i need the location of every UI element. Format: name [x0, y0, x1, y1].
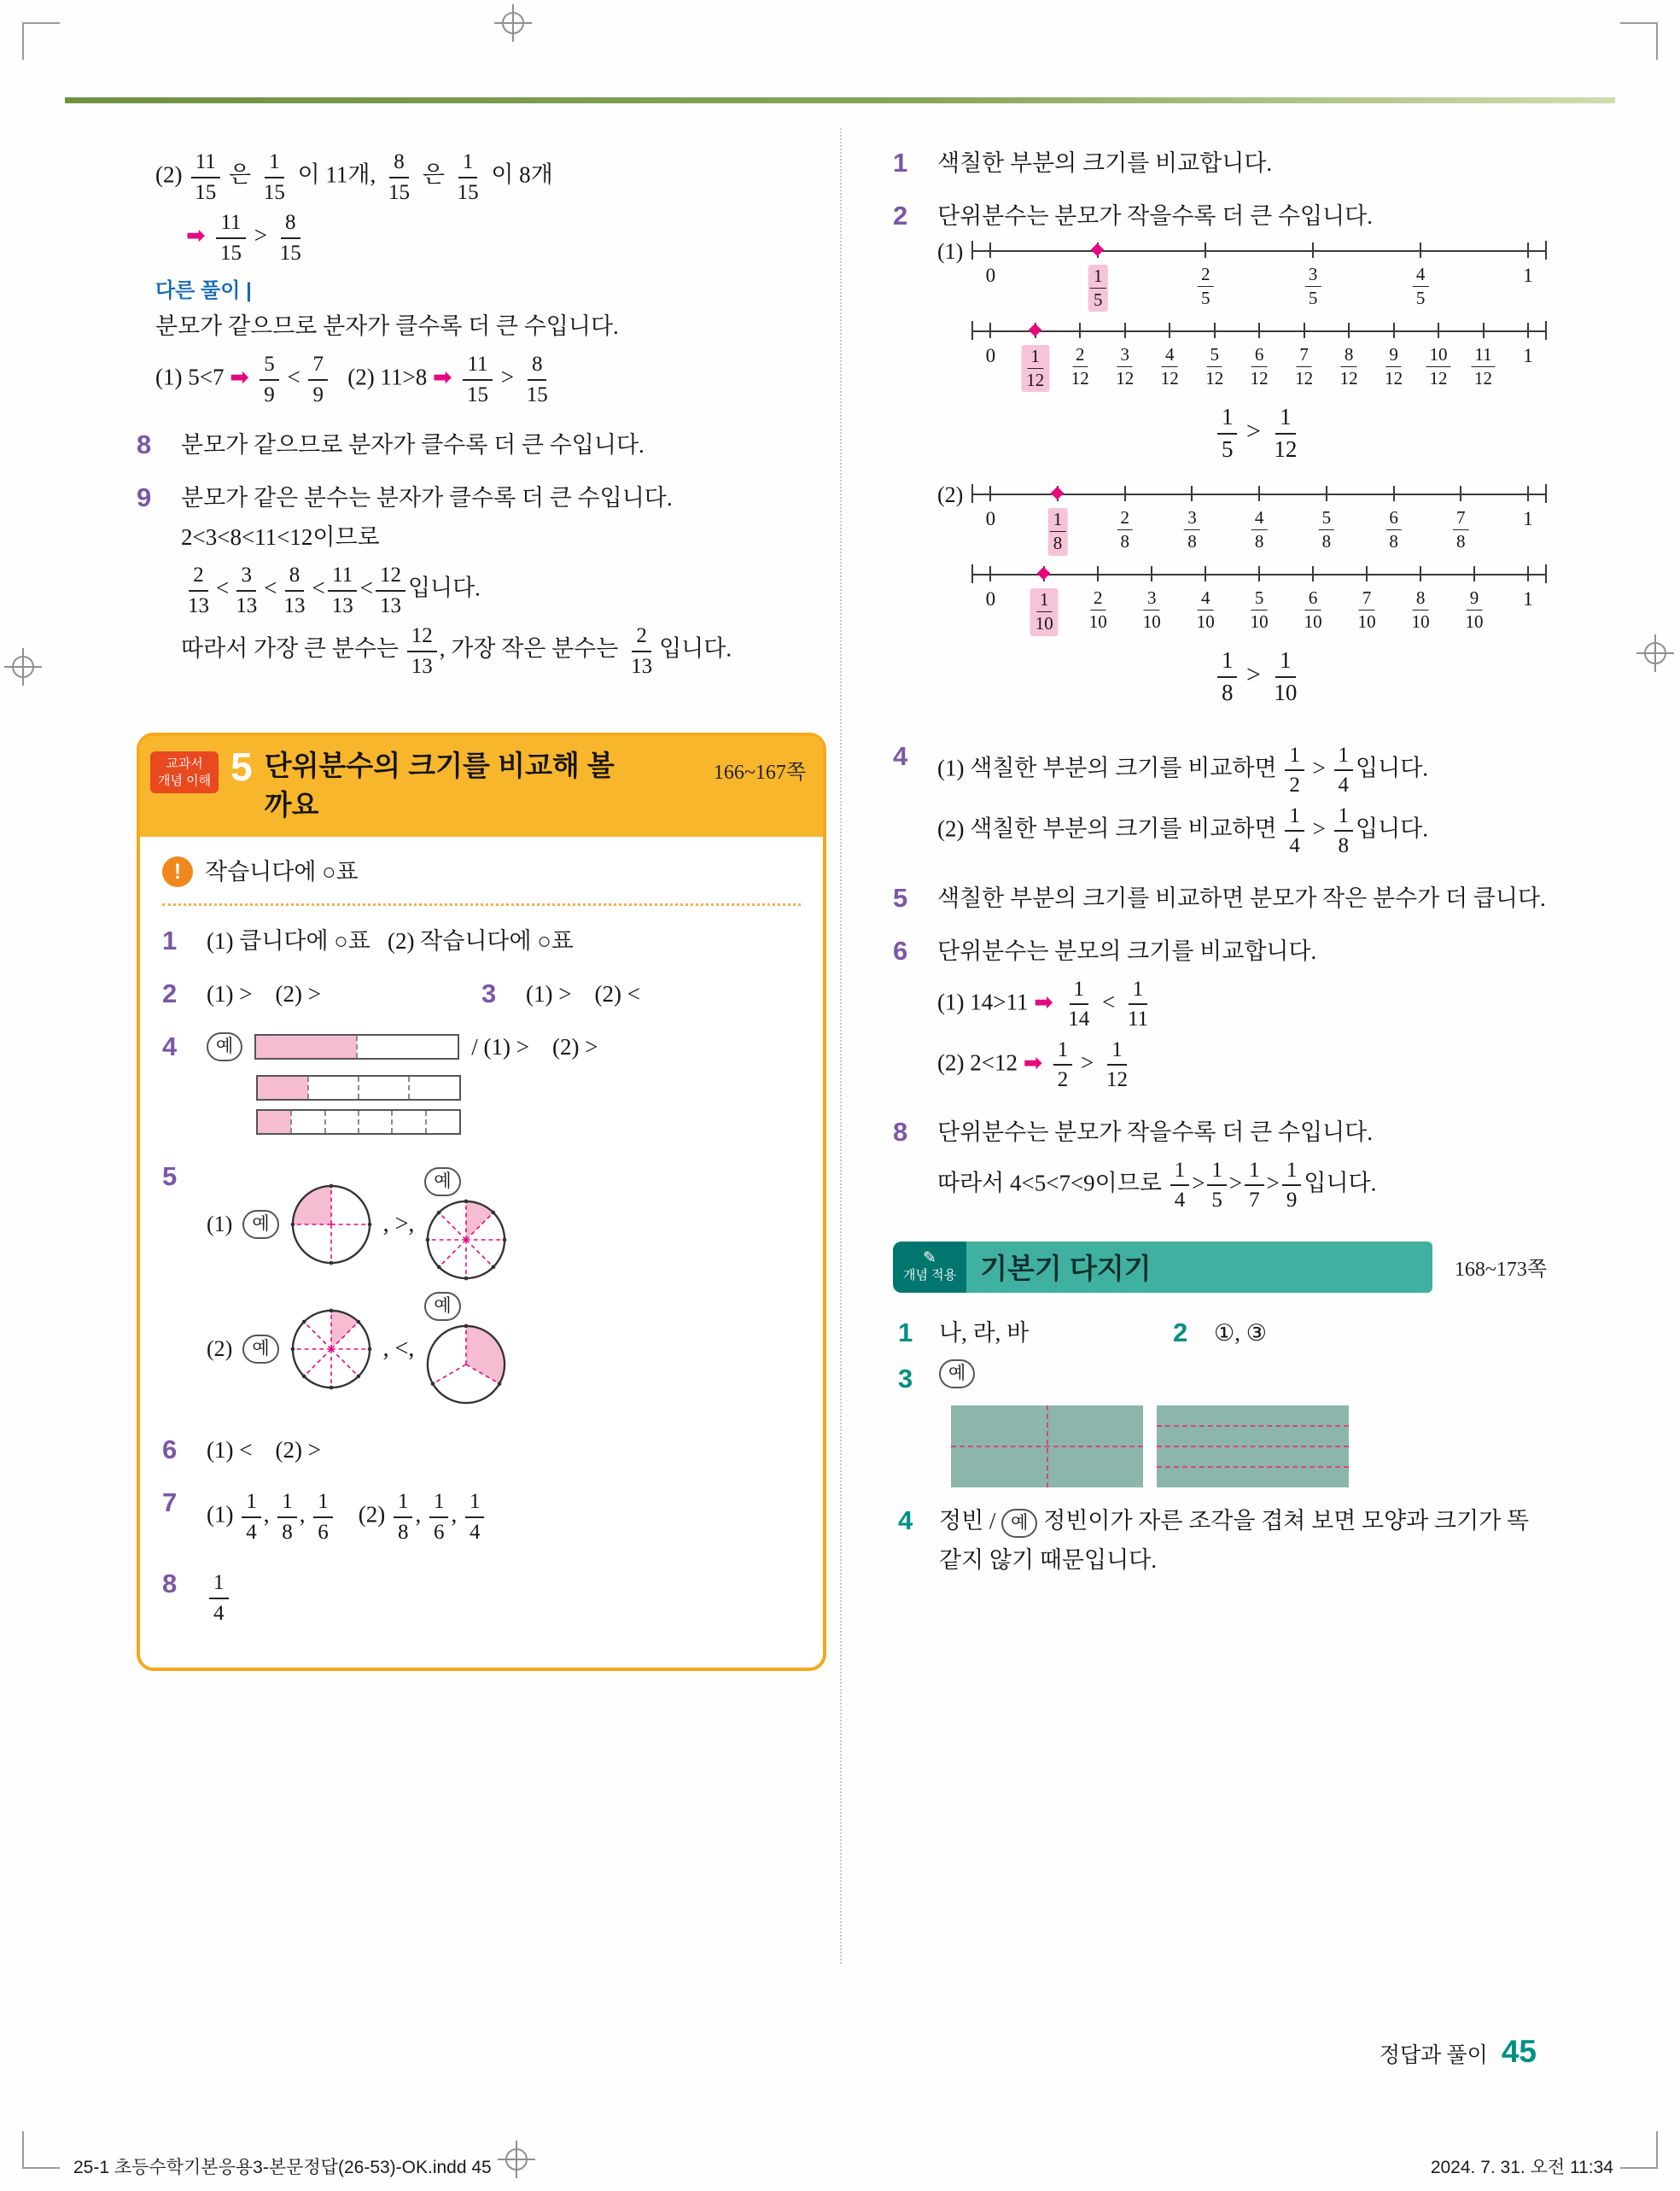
item-number: 4 [898, 1504, 913, 1535]
item-number: 1 [893, 148, 908, 178]
page-number: 45 [1501, 2034, 1537, 2069]
pie-row [207, 1167, 801, 1282]
numberline-twelfths: 0 $\frac{1}{12}$ $\frac{2}{12}$ $\frac{3}{12}$ $\frac{4}{12}$ $\frac{5}{12}$ $\frac{6}{12}$ $\frac{7}{12}$ $\frac{8}{12}$ $\frac{9}{12}$ $\frac{10}{12}$ $\frac{11}{12}$ 1 [971, 319, 1547, 396]
box-item-1 [162, 921, 801, 961]
text-line: 분모가 같으므로 분자가 클수록 더 큰 수입니다. [155, 313, 619, 339]
fraction-bar [256, 1109, 461, 1135]
section-title: 단위분수의 크기를 비교해 볼까요 [264, 750, 615, 821]
math-line: 정빈 / 예 정빈이가 자른 조각을 겹쳐 보면 모양과 크기가 똑같지 않기 때문입니다. [939, 1507, 1530, 1573]
math-line: $\frac{2}{13}$ < $\frac{3}{13}$ < $\frac{8}{13}$ < $\frac{11}{13}$ < $\frac{12}{13}$ 입니다. [188, 564, 481, 617]
concept-box-header [140, 736, 823, 837]
solution-body [937, 1113, 1547, 1219]
text-line: 분모가 같은 분수는 분자가 클수록 더 큰 수입니다. [181, 485, 673, 511]
pie-diagram [424, 1198, 508, 1282]
print-info [73, 2153, 1613, 2179]
box-item-5 [162, 1157, 801, 1417]
concept-apply-badge [893, 1242, 966, 1293]
column-divider [840, 128, 842, 1964]
pie-with-badge [424, 1167, 508, 1282]
numberline-eighths: 0 $\frac{1}{8}$ $\frac{2}{8}$ $\frac{3}{8}$ $\frac{4}{8}$ $\frac{5}{8}$ $\frac{6}{8}$ $\frac{7}{8}$ 1 [971, 482, 1547, 559]
box-item-7 [162, 1483, 801, 1551]
sub-label: (1) [937, 239, 964, 264]
solution-body [937, 932, 1547, 1099]
example-badge: 예 [424, 1292, 460, 1321]
textbook-badge [150, 751, 219, 793]
pie-diagram [289, 1183, 373, 1266]
bar-row [256, 1109, 801, 1135]
pie-with-badge [424, 1292, 508, 1406]
footer-label: 정답과 풀이 [1379, 2044, 1488, 2067]
math-line: 따라서 4<5<7<9이므로 $\frac{1}{4}$ > $\frac{1}{5}$ > $\frac{1}{7}$ > $\frac{1}{9}$ 입니다. [937, 1158, 1377, 1212]
concept-box-body [140, 837, 823, 1668]
basics-title: 기본기 다지기 [980, 1253, 1152, 1285]
text-line: 나, 라, 바 [939, 1319, 1030, 1346]
basics-items-1-2 [898, 1313, 1542, 1353]
text-line: ①, ③ [1214, 1319, 1267, 1346]
text-line: 단위분수는 분모가 작을수록 더 큰 수입니다. [937, 203, 1373, 229]
item-number: 6 [162, 1434, 178, 1465]
numberline-tenths: 0 $\frac{1}{10}$ $\frac{2}{10}$ $\frac{3}{10}$ $\frac{4}{10}$ $\frac{5}{10}$ $\frac{6}{10}$ $\frac{7}{10}$ $\frac{8}{10}$ $\frac{9}{10}$ 1 [971, 563, 1547, 640]
fraction-bar [256, 1075, 461, 1101]
math-line: (1) $\frac{1}{4}$ , $\frac{1}{8}$ , $\frac{1}{6}$ (2) $\frac{1}{8}$ , $\frac{1}{6}$ , $\frac{1}{4}$ [207, 1490, 801, 1544]
example-badge: 예 [207, 1032, 242, 1061]
dotted-divider [162, 903, 801, 906]
solution-2-continued [137, 150, 826, 406]
text-line: 단위분수는 분모의 크기를 비교합니다. [937, 938, 1317, 964]
example-badge: 예 [242, 1335, 278, 1364]
item-number: 2 [162, 979, 178, 1009]
cut-rectangle [1157, 1405, 1349, 1487]
text-line: (1) 큽니다에 ○표 (2) 작습니다에 ○표 [207, 928, 574, 955]
print-info-right: 2024. 7. 31. 오전 11:34 [1430, 2158, 1613, 2177]
registration-mark [1644, 642, 1666, 664]
solution-body [181, 478, 826, 685]
example-badge: 예 [939, 1359, 975, 1388]
math-line: (1) 색칠한 부분의 크기를 비교하면 $\frac{1}{2}$ > $\frac{1}{4}$ 입니다. [937, 743, 1429, 798]
comparison-result: $\frac{1}{5}$ > $\frac{1}{12}$ [971, 405, 1547, 462]
item-number: 4 [162, 1031, 178, 1062]
solution-body [937, 737, 1547, 865]
sub-label: (2) [937, 482, 964, 508]
header-rule [65, 97, 1615, 103]
item-number: 8 [162, 1569, 178, 1599]
math-line: ➡ $\frac{11}{15}$ > $\frac{8}{15}$ [186, 211, 301, 265]
caution-note [162, 852, 801, 891]
right-column [893, 143, 1547, 1595]
math-line: (2) 색칠한 부분의 크기를 비교하면 $\frac{1}{4}$ > $\frac{1}{8}$ 입니다. [937, 803, 1429, 858]
page-range: 168~173쪽 [1454, 1259, 1547, 1282]
sub-label: (1) [207, 1212, 233, 1237]
item-number: 2 [1173, 1317, 1188, 1347]
fraction-bar [254, 1034, 459, 1060]
solution-2 [893, 196, 1547, 723]
box-item-3 [481, 974, 801, 1014]
item-number: 2 [893, 201, 908, 231]
alternate-solution-label: 다른 풀이 | [155, 279, 252, 302]
cut-rectangles [951, 1405, 1542, 1487]
basics-title-band [966, 1242, 1432, 1293]
item-number: 1 [898, 1317, 913, 1347]
section-number: 5 [230, 745, 253, 789]
crop-mark [1620, 2131, 1658, 2169]
item-number: 3 [898, 1363, 913, 1393]
text-line: 2<3<8<11<12이므로 [181, 524, 380, 550]
pie-diagram [289, 1307, 373, 1391]
numberline-stack [971, 482, 1547, 722]
item-number: 1 [162, 926, 178, 956]
print-info-left: 25-1 초등수학기본응용3-본문정답(26-53)-OK.indd 45 [73, 2158, 492, 2177]
numberline-fifths: 0 $\frac{1}{5}$ $\frac{2}{5}$ $\frac{3}{5}$ $\frac{4}{5}$ 1 [971, 239, 1547, 316]
registration-mark [12, 656, 34, 678]
page-range: 166~167쪽 [713, 762, 806, 784]
pie-diagram [424, 1323, 508, 1406]
text-line: / (1) > (2) > [471, 1034, 598, 1060]
box-items-2-3 [162, 974, 801, 1027]
item-number: 6 [893, 935, 908, 966]
text-line: 작습니다에 ○표 [205, 859, 359, 885]
solution-8 [137, 425, 826, 464]
badge-label: 개념 적용 [903, 1268, 957, 1283]
basics-box-body [893, 1293, 1547, 1595]
text-line: (1) > (2) < [526, 981, 640, 1008]
solution-body [937, 196, 1547, 723]
solution-9 [137, 478, 826, 685]
bar-row [207, 1027, 801, 1066]
math-line: 따라서 가장 큰 분수는 $\frac{12}{13}$ , 가장 작은 분수는 $\frac{2}{13}$ 입니다. [181, 624, 732, 678]
math-line: $\frac{1}{4}$ [207, 1571, 801, 1625]
text-line: 분모가 같으므로 분자가 클수록 더 큰 수입니다. [181, 432, 645, 458]
left-column [137, 143, 826, 1671]
solution-8 [893, 1113, 1547, 1219]
pencil-icon: ✎ [923, 1249, 937, 1268]
example-badge: 예 [424, 1167, 460, 1196]
solution-body [207, 1027, 801, 1143]
box-item-4 [162, 1027, 801, 1143]
text-line: 색칠한 부분의 크기를 비교합니다. [937, 150, 1273, 176]
pie-row [207, 1292, 801, 1406]
text-line: 단위분수는 분모가 작을수록 더 큰 수입니다. [937, 1119, 1373, 1145]
solution-5 [893, 879, 1547, 918]
box-item-6 [162, 1430, 801, 1469]
basics-box-header [893, 1242, 1547, 1293]
bar-row [256, 1075, 801, 1101]
item-number: 8 [893, 1116, 908, 1147]
badge-line: 개념 이해 [158, 773, 212, 788]
numberline-stack [971, 239, 1547, 479]
item-number: 9 [137, 482, 152, 512]
text-line: (1) < (2) > [207, 1437, 321, 1464]
comparison-result: $\frac{1}{8}$ > $\frac{1}{10}$ [971, 648, 1547, 705]
solution-4 [893, 737, 1547, 865]
exclamation-icon: ! [162, 856, 193, 887]
box-item-2 [162, 974, 481, 1014]
basics-item-3 [898, 1359, 1542, 1399]
comparison-symbol: , <, [382, 1335, 415, 1363]
item-number: 5 [162, 1161, 178, 1192]
text-line: 색칠한 부분의 크기를 비교하면 분모가 작은 분수가 더 큽니다. [937, 885, 1546, 911]
item-number: 8 [137, 429, 152, 459]
numberline-group-2 [937, 482, 1547, 722]
math-line: (2) $\frac{11}{15}$ 은 $\frac{1}{15}$ 이 11개, $\frac{8}{15}$ 은 $\frac{1}{15}$ 이 8개 [155, 150, 553, 204]
box-item-8 [162, 1564, 801, 1632]
basics-item-4 [898, 1501, 1542, 1580]
item-number: 4 [893, 740, 908, 771]
comparison-symbol: , >, [382, 1211, 415, 1238]
crop-mark [22, 22, 60, 60]
crop-mark [22, 2131, 60, 2169]
math-line: (2) 2<12 ➡ $\frac{1}{2}$ > $\frac{1}{12}$ [937, 1037, 1128, 1092]
basics-box [893, 1242, 1547, 1595]
registration-mark [502, 12, 524, 34]
item-number: 7 [162, 1487, 178, 1518]
example-badge: 예 [242, 1210, 278, 1239]
math-line: (1) 14>11 ➡ $\frac{1}{14}$ < $\frac{1}{11}$ [937, 977, 1149, 1031]
text-line: (1) > (2) > [207, 981, 321, 1008]
item-number: 3 [481, 979, 497, 1009]
sub-label: (2) [207, 1336, 233, 1362]
solution-6 [893, 932, 1547, 1099]
crop-mark [1620, 22, 1658, 60]
page-footer [1380, 2034, 1537, 2070]
numberline-group-1 [937, 239, 1547, 479]
cut-rectangle [951, 1405, 1143, 1487]
solution-1 [893, 143, 1547, 183]
badge-line: 교과서 [166, 757, 203, 771]
concept-box [137, 733, 826, 1671]
solution-body [207, 1157, 801, 1417]
math-line: (1) 5<7 ➡ $\frac{5}{9}$ < $\frac{7}{9}$ (2) 11>8 ➡ $\frac{11}{15}$ > $\frac{8}{15}$ [155, 353, 548, 406]
item-number: 5 [893, 882, 908, 913]
